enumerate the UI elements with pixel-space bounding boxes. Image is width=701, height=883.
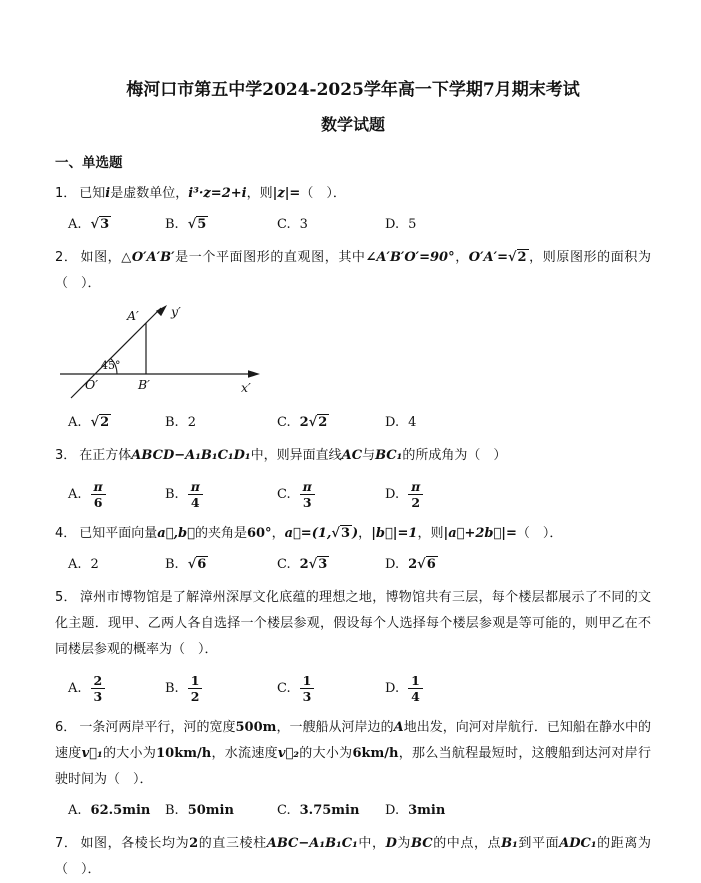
label-y-prime: y′: [171, 304, 181, 319]
option-c: [277, 217, 385, 232]
radicand: 2: [517, 250, 527, 265]
stem-text: 一条河两岸平行，河的宽度: [79, 720, 236, 735]
stem-math: a⃗,b⃗: [157, 526, 195, 541]
stem-text: 的直三棱柱: [198, 836, 267, 851]
option-label: D.: [385, 680, 400, 696]
numerator: π: [300, 479, 315, 495]
label-x-prime: x′: [241, 380, 251, 395]
radical-sign: √: [417, 556, 426, 572]
stem-text: （ ）．: [516, 526, 563, 541]
option-a: [68, 803, 165, 818]
option-d: [385, 673, 651, 704]
option-c: [277, 415, 385, 430]
question-3-options: [55, 477, 651, 511]
question-number: 2．: [55, 250, 78, 265]
stem-math: BC₁: [375, 448, 403, 463]
stem-math: 500m: [235, 720, 277, 735]
stem-text: 在正方体: [79, 448, 132, 463]
stem-math-sqrt: [508, 249, 529, 265]
option-value: 3: [299, 216, 308, 232]
option-label: B.: [165, 802, 179, 818]
radical-sign: √: [90, 216, 100, 232]
option-value: 3.75min: [299, 802, 360, 818]
stem-text: 的夹角是: [194, 526, 247, 541]
question-3-stem: [55, 443, 651, 469]
denominator: 3: [302, 688, 312, 704]
numerator: 2: [91, 673, 106, 689]
option-d: [385, 557, 651, 572]
stem-text: 是一个平面图形的直观图，其中: [174, 250, 366, 265]
option-label: C.: [277, 680, 291, 696]
option-label: B.: [165, 216, 179, 232]
option-value: 3min: [408, 802, 446, 818]
stem-math: AC: [341, 448, 363, 463]
radicand: 2: [100, 414, 110, 430]
stem-text: 地出发，向河对岸航行．已知船在静水中的速度: [55, 720, 651, 761]
question-number: 3．: [55, 448, 77, 463]
question-number: 1．: [55, 186, 77, 201]
option-b: [165, 479, 277, 510]
stem-math: v⃗₂: [277, 746, 299, 761]
stem-math: |b⃗|=1: [371, 526, 418, 541]
option-c: [277, 803, 385, 818]
stem-math: BC: [411, 836, 433, 851]
question-number: 7．: [55, 836, 78, 851]
denominator: 4: [411, 688, 420, 704]
radical-sign: √: [308, 556, 318, 572]
stem-math: A: [393, 720, 404, 735]
stem-text: 与: [362, 448, 376, 463]
stem-math: ABCD−A₁B₁C₁D₁: [131, 448, 251, 463]
option-label: C.: [277, 556, 291, 572]
stem-text: 漳州市博物馆是了解漳州深厚文化底蕴的理想之地，博物馆共有三层，每个楼层都展示了不同的文化主题．现甲、乙两人各自选择一个楼层参观，假设每个人选择每个楼层参观是等可能的，则甲乙在不同楼层参观的概率为（ ）．: [55, 590, 651, 657]
stem-math: 6km/h: [352, 746, 399, 761]
option-value: [300, 673, 315, 704]
stem-text: 到平面: [517, 836, 560, 851]
option-label: D.: [385, 802, 400, 818]
stem-text: ，一艘船从河岸边的: [276, 720, 394, 735]
question-6-stem: [55, 715, 651, 793]
stem-math: 10km/h: [156, 746, 212, 761]
option-b: [165, 217, 277, 232]
option-d: [385, 479, 651, 510]
stem-math: ∠A′B′O′=90°: [365, 250, 455, 265]
question-4-options: [55, 553, 651, 575]
question-6-options: [55, 799, 651, 821]
stem-text: 已知平面向量: [79, 526, 158, 541]
option-b: [165, 673, 277, 704]
radicand: 3: [318, 556, 328, 572]
stem-text: ，则: [246, 186, 273, 201]
label-a-prime: A′: [127, 308, 139, 323]
option-value: [91, 479, 106, 510]
denominator: 3: [302, 494, 312, 510]
stem-text: 的大小为: [102, 746, 157, 761]
coefficient: 2: [299, 414, 309, 430]
coefficient: 2: [299, 556, 309, 572]
radical-sign: √: [187, 216, 197, 232]
radicand: 5: [197, 216, 207, 232]
stem-math-sqrt: [331, 525, 352, 541]
stem-text: 的中点，点: [432, 836, 502, 851]
option-a: [68, 673, 165, 704]
oblique-axonometric-diagram: [57, 303, 272, 399]
stem-math: i³·z=2+i: [188, 186, 247, 201]
stem-math: a⃗=(1,: [284, 526, 332, 541]
option-label: B.: [165, 486, 179, 502]
option-label: A.: [68, 680, 82, 696]
stem-math: ABC−A₁B₁C₁: [266, 836, 358, 851]
stem-text: ，水流速度: [211, 746, 278, 761]
option-value: [91, 414, 112, 430]
option-value: [408, 673, 423, 704]
label-b-prime: B′: [138, 377, 151, 392]
option-value: 2: [90, 556, 99, 572]
option-d: [385, 415, 651, 430]
option-a: [68, 415, 165, 430]
option-label: D.: [385, 556, 400, 572]
option-label: C.: [277, 486, 291, 502]
option-label: B.: [165, 680, 179, 696]
label-angle-45: 45°: [101, 359, 121, 372]
question-4-stem: [55, 521, 651, 547]
stem-text: 的大小为: [298, 746, 353, 761]
denominator: 2: [411, 494, 421, 510]
label-o-prime: O′: [85, 377, 99, 392]
denominator: 4: [190, 494, 200, 510]
stem-text: 的距离为（ ）．: [55, 836, 651, 877]
denominator: 2: [190, 688, 200, 704]
option-c: [277, 479, 385, 510]
numerator: 1: [188, 673, 203, 689]
numerator: π: [91, 479, 106, 495]
radical-sign: √: [187, 556, 197, 572]
option-value: [300, 414, 330, 430]
radicand: 6: [426, 556, 436, 572]
question-number: 5．: [55, 590, 77, 605]
question-7-stem: [55, 831, 651, 883]
option-value: [300, 479, 315, 510]
stem-math: 60°: [246, 526, 272, 541]
option-value: 62.5min: [90, 802, 151, 818]
option-label: D.: [385, 486, 400, 502]
stem-text: 的所成角为（ ）: [402, 448, 507, 463]
radicand: 3: [340, 526, 351, 541]
question-5-stem: [55, 585, 651, 663]
question-number: 6．: [55, 720, 77, 735]
option-label: A.: [68, 486, 82, 502]
option-label: C.: [277, 802, 291, 818]
radicand: 6: [197, 556, 207, 572]
question-2-stem: [55, 245, 651, 297]
stem-math: △O′A′B′: [121, 250, 175, 265]
exam-subtitle: 数学试题: [320, 115, 385, 134]
coefficient: 2: [408, 556, 418, 572]
option-label: B.: [165, 414, 179, 430]
option-c: [277, 673, 385, 704]
stem-math: v⃗₁: [81, 746, 103, 761]
option-a: [68, 479, 165, 510]
x-axis-arrow-icon: [248, 370, 260, 378]
stem-text: ，则: [417, 526, 444, 541]
option-label: D.: [385, 216, 400, 232]
option-value: [408, 479, 423, 510]
option-a: [68, 217, 165, 232]
numerator: π: [408, 479, 423, 495]
option-label: B.: [165, 556, 179, 572]
radical-sign: √: [507, 250, 517, 265]
stem-text: ，那么当航程最短时，这艘船到达河对岸行驶时间为（ ）．: [55, 746, 651, 787]
option-value: [91, 216, 112, 232]
exam-title: 梅河口市第五中学2024-2025学年高一下学期7月期末考试: [126, 80, 580, 100]
question-1-options: [55, 213, 651, 235]
option-value: 4: [408, 414, 417, 430]
option-d: [385, 803, 651, 818]
option-label: A.: [68, 414, 82, 430]
stem-text: ，: [271, 526, 285, 541]
stem-math: 2: [189, 836, 199, 851]
stem-math: O′A′=: [468, 250, 508, 265]
option-label: A.: [68, 802, 82, 818]
denominator: 3: [93, 688, 103, 704]
option-value: [91, 673, 106, 704]
option-value: [188, 216, 209, 232]
radicand: 2: [318, 414, 328, 430]
stem-text: 已知: [79, 186, 106, 201]
option-value: [408, 556, 438, 572]
stem-math: |a⃗+2b⃗|=: [443, 526, 517, 541]
section-heading-single-choice: 一、单选题: [55, 155, 123, 171]
radical-sign: √: [331, 526, 340, 541]
option-b: [165, 557, 277, 572]
question-1-stem: [55, 181, 651, 207]
question-number: 4．: [55, 526, 77, 541]
option-value: 50min: [187, 802, 234, 818]
radical-sign: √: [90, 414, 100, 430]
option-c: [277, 557, 385, 572]
stem-math: ): [352, 526, 359, 541]
option-value: 5: [408, 216, 417, 232]
stem-text: ，: [358, 526, 372, 541]
option-d: [385, 217, 651, 232]
stem-text: 中，则异面直线: [250, 448, 342, 463]
option-value: [188, 556, 209, 572]
option-label: A.: [68, 216, 82, 232]
stem-text: （ ）．: [300, 186, 346, 201]
stem-math: |z|=: [272, 186, 301, 201]
numerator: 1: [408, 673, 423, 689]
stem-text: ，则原图形的面积为（ ）．: [55, 250, 651, 291]
option-value: [188, 673, 203, 704]
stem-math: B₁: [501, 836, 518, 851]
y-axis-arrow-icon: [156, 305, 167, 316]
stem-text: 是虚数单位，: [110, 186, 189, 201]
option-b: [165, 803, 277, 818]
stem-math: ADC₁: [559, 836, 597, 851]
option-value: [300, 556, 330, 572]
option-label: A.: [68, 556, 82, 572]
option-b: [165, 415, 277, 430]
denominator: 6: [93, 494, 103, 510]
stem-text: 如图，各棱长均为: [80, 836, 190, 851]
stem-text: 如图，: [80, 250, 122, 265]
option-value: 2: [187, 414, 196, 430]
radicand: 3: [100, 216, 110, 232]
numerator: π: [188, 479, 203, 495]
numerator: 1: [300, 673, 315, 689]
stem-text: 中，: [357, 836, 386, 851]
option-value: [188, 479, 203, 510]
option-label: C.: [277, 414, 291, 430]
question-2-options: [55, 411, 651, 433]
option-label: D.: [385, 414, 400, 430]
stem-text: ，: [454, 250, 469, 265]
stem-math: D: [385, 836, 397, 851]
question-2-figure: [57, 303, 651, 403]
stem-math: i: [105, 186, 111, 201]
question-5-options: [55, 671, 651, 705]
option-a: [68, 557, 165, 572]
stem-text: 为: [396, 836, 412, 851]
option-label: C.: [277, 216, 291, 232]
radical-sign: √: [308, 414, 318, 430]
